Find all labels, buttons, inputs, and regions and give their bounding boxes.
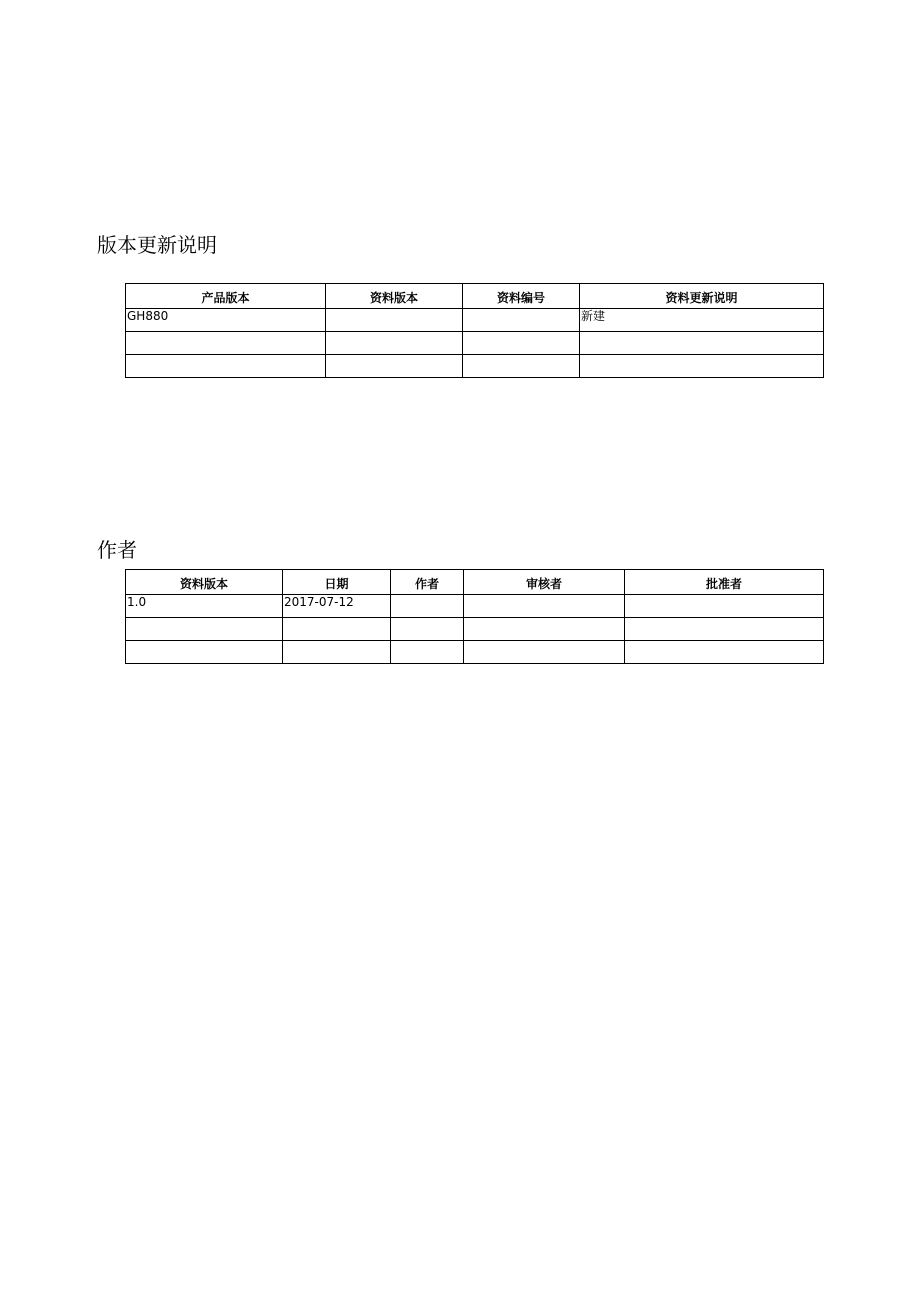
table-cell xyxy=(326,355,463,378)
header-update-notes: 资料更新说明 xyxy=(580,284,824,309)
header-author: 作者 xyxy=(391,570,464,595)
table-cell xyxy=(126,355,326,378)
table-cell xyxy=(391,618,464,641)
header-doc-version: 资料版本 xyxy=(326,284,463,309)
table-row xyxy=(126,309,824,332)
table-cell xyxy=(126,332,326,355)
header-doc-version: 资料版本 xyxy=(126,570,283,595)
table-cell: 2017-07-12 xyxy=(283,595,391,618)
table-cell xyxy=(126,618,283,641)
table-row xyxy=(126,641,824,664)
table-cell xyxy=(391,641,464,664)
table-cell xyxy=(625,618,824,641)
header-doc-number: 资料编号 xyxy=(463,284,580,309)
header-approver: 批准者 xyxy=(625,570,824,595)
table-cell xyxy=(283,618,391,641)
table-cell xyxy=(464,641,625,664)
table-header-row xyxy=(126,570,824,595)
table-row xyxy=(126,355,824,378)
table-cell: 新建 xyxy=(580,309,824,332)
version-history-table xyxy=(125,283,824,378)
table-cell xyxy=(463,309,580,332)
table-row xyxy=(126,618,824,641)
table-cell xyxy=(625,641,824,664)
table-cell xyxy=(463,332,580,355)
table-header-row xyxy=(126,284,824,309)
author-table xyxy=(125,569,824,664)
table-cell xyxy=(126,641,283,664)
table-row xyxy=(126,332,824,355)
header-reviewer: 审核者 xyxy=(464,570,625,595)
table-cell xyxy=(326,309,463,332)
table-cell xyxy=(283,641,391,664)
table-cell xyxy=(391,595,464,618)
table-cell: 1.0 xyxy=(126,595,283,618)
header-date: 日期 xyxy=(283,570,391,595)
table-cell xyxy=(464,618,625,641)
table-cell xyxy=(463,355,580,378)
version-section-title: 版本更新说明 xyxy=(97,233,217,257)
author-section-title: 作者 xyxy=(97,538,137,562)
table-cell xyxy=(580,332,824,355)
table-cell xyxy=(580,355,824,378)
table-cell: GH880 xyxy=(126,309,326,332)
table-cell xyxy=(464,595,625,618)
table-row xyxy=(126,595,824,618)
table-cell xyxy=(625,595,824,618)
header-product-version: 产品版本 xyxy=(126,284,326,309)
table-cell xyxy=(326,332,463,355)
